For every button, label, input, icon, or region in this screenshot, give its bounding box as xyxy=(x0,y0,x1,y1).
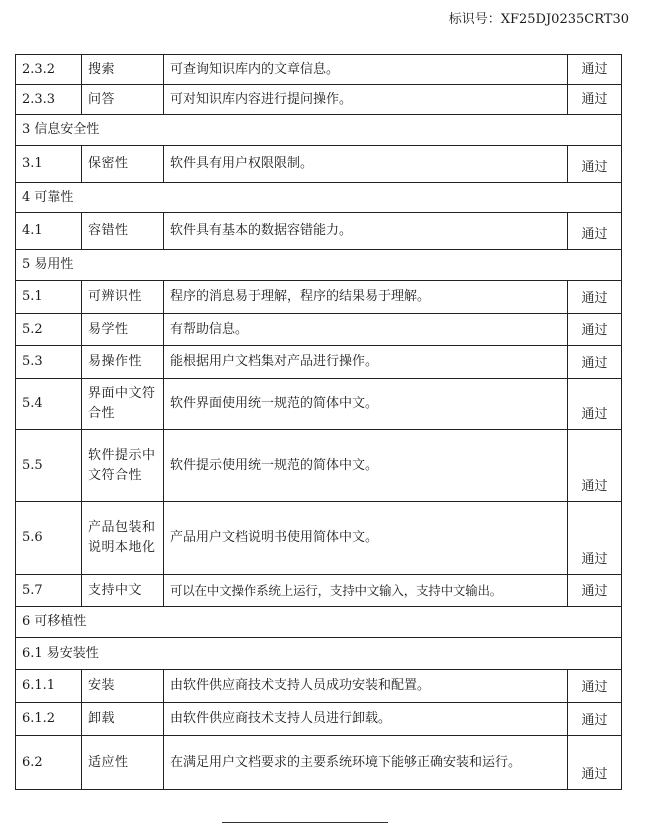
item-name: 易操作性 xyxy=(82,346,164,379)
item-result: 通过 xyxy=(568,314,622,346)
item-number: 6.1.1 xyxy=(16,670,82,703)
table-row xyxy=(16,502,622,575)
item-result: 通过 xyxy=(568,85,622,115)
item-result: 通过 xyxy=(568,430,622,502)
item-result: 通过 xyxy=(568,736,622,790)
table-row xyxy=(16,575,622,607)
item-number: 6.2 xyxy=(16,736,82,790)
item-result: 通过 xyxy=(568,379,622,430)
item-name: 易学性 xyxy=(82,314,164,346)
table-body xyxy=(16,55,622,790)
item-description: 软件提示使用统一规范的简体中文。 xyxy=(164,430,568,502)
table-row xyxy=(16,670,622,703)
table-row xyxy=(16,146,622,183)
item-number: 3.1 xyxy=(16,146,82,183)
item-name: 卸载 xyxy=(82,703,164,736)
item-name: 适应性 xyxy=(82,736,164,790)
table-row xyxy=(16,314,622,346)
item-description: 软件具有用户权限限制。 xyxy=(164,146,568,183)
item-name: 软件提示中文符合性 xyxy=(82,430,164,502)
item-name: 问答 xyxy=(82,85,164,115)
item-number: 4.1 xyxy=(16,213,82,250)
item-result: 通过 xyxy=(568,575,622,607)
item-description: 由软件供应商技术支持人员进行卸载。 xyxy=(164,703,568,736)
item-number: 5.4 xyxy=(16,379,82,430)
item-description: 可对知识库内容进行提问操作。 xyxy=(164,85,568,115)
item-number: 5.1 xyxy=(16,281,82,314)
section-row xyxy=(16,115,622,146)
table-row xyxy=(16,281,622,314)
item-result: 通过 xyxy=(568,213,622,250)
item-number: 5.2 xyxy=(16,314,82,346)
table-row xyxy=(16,703,622,736)
table-row xyxy=(16,85,622,115)
item-name: 保密性 xyxy=(82,146,164,183)
item-number: 5.6 xyxy=(16,502,82,575)
item-number: 2.3.3 xyxy=(16,85,82,115)
item-result: 通过 xyxy=(568,703,622,736)
item-name: 可辨识性 xyxy=(82,281,164,314)
item-description: 在满足用户文档要求的主要系统环境下能够正确安装和运行。 xyxy=(164,736,568,790)
item-description: 可以在中文操作系统上运行，支持中文输入，支持中文输出。 xyxy=(164,575,568,607)
item-description: 有帮助信息。 xyxy=(164,314,568,346)
footer-rule xyxy=(222,822,388,823)
item-number: 5.5 xyxy=(16,430,82,502)
item-name: 容错性 xyxy=(82,213,164,250)
table-row xyxy=(16,213,622,250)
item-result: 通过 xyxy=(568,55,622,85)
section-title: 5 易用性 xyxy=(16,250,622,281)
table-row xyxy=(16,430,622,502)
item-result: 通过 xyxy=(568,346,622,379)
document-id: 标识号：XF25DJ0235CRT30 xyxy=(448,12,629,27)
item-description: 程序的消息易于理解，程序的结果易于理解。 xyxy=(164,281,568,314)
item-result: 通过 xyxy=(568,502,622,575)
item-number: 5.7 xyxy=(16,575,82,607)
item-description: 软件具有基本的数据容错能力。 xyxy=(164,213,568,250)
item-number: 5.3 xyxy=(16,346,82,379)
section-title: 4 可靠性 xyxy=(16,183,622,213)
item-name: 支持中文 xyxy=(82,575,164,607)
item-number: 6.1.2 xyxy=(16,703,82,736)
item-name: 安装 xyxy=(82,670,164,703)
item-description: 可查询知识库内的文章信息。 xyxy=(164,55,568,85)
section-title: 3 信息安全性 xyxy=(16,115,622,146)
item-description: 软件界面使用统一规范的简体中文。 xyxy=(164,379,568,430)
table-row xyxy=(16,346,622,379)
section-title: 6 可移植性 xyxy=(16,607,622,638)
test-results-table xyxy=(15,54,622,790)
item-result: 通过 xyxy=(568,670,622,703)
section-row xyxy=(16,250,622,281)
table-row xyxy=(16,736,622,790)
item-result: 通过 xyxy=(568,146,622,183)
item-description: 产品用户文档说明书使用简体中文。 xyxy=(164,502,568,575)
item-name: 搜索 xyxy=(82,55,164,85)
item-result: 通过 xyxy=(568,281,622,314)
item-number: 2.3.2 xyxy=(16,55,82,85)
item-description: 能根据用户文档集对产品进行操作。 xyxy=(164,346,568,379)
section-title: 6.1 易安装性 xyxy=(16,638,622,670)
section-row xyxy=(16,183,622,213)
item-description: 由软件供应商技术支持人员成功安装和配置。 xyxy=(164,670,568,703)
table-row xyxy=(16,55,622,85)
section-row xyxy=(16,638,622,670)
item-name: 界面中文符合性 xyxy=(82,379,164,430)
section-row xyxy=(16,607,622,638)
item-name: 产品包装和说明本地化 xyxy=(82,502,164,575)
table-row xyxy=(16,379,622,430)
